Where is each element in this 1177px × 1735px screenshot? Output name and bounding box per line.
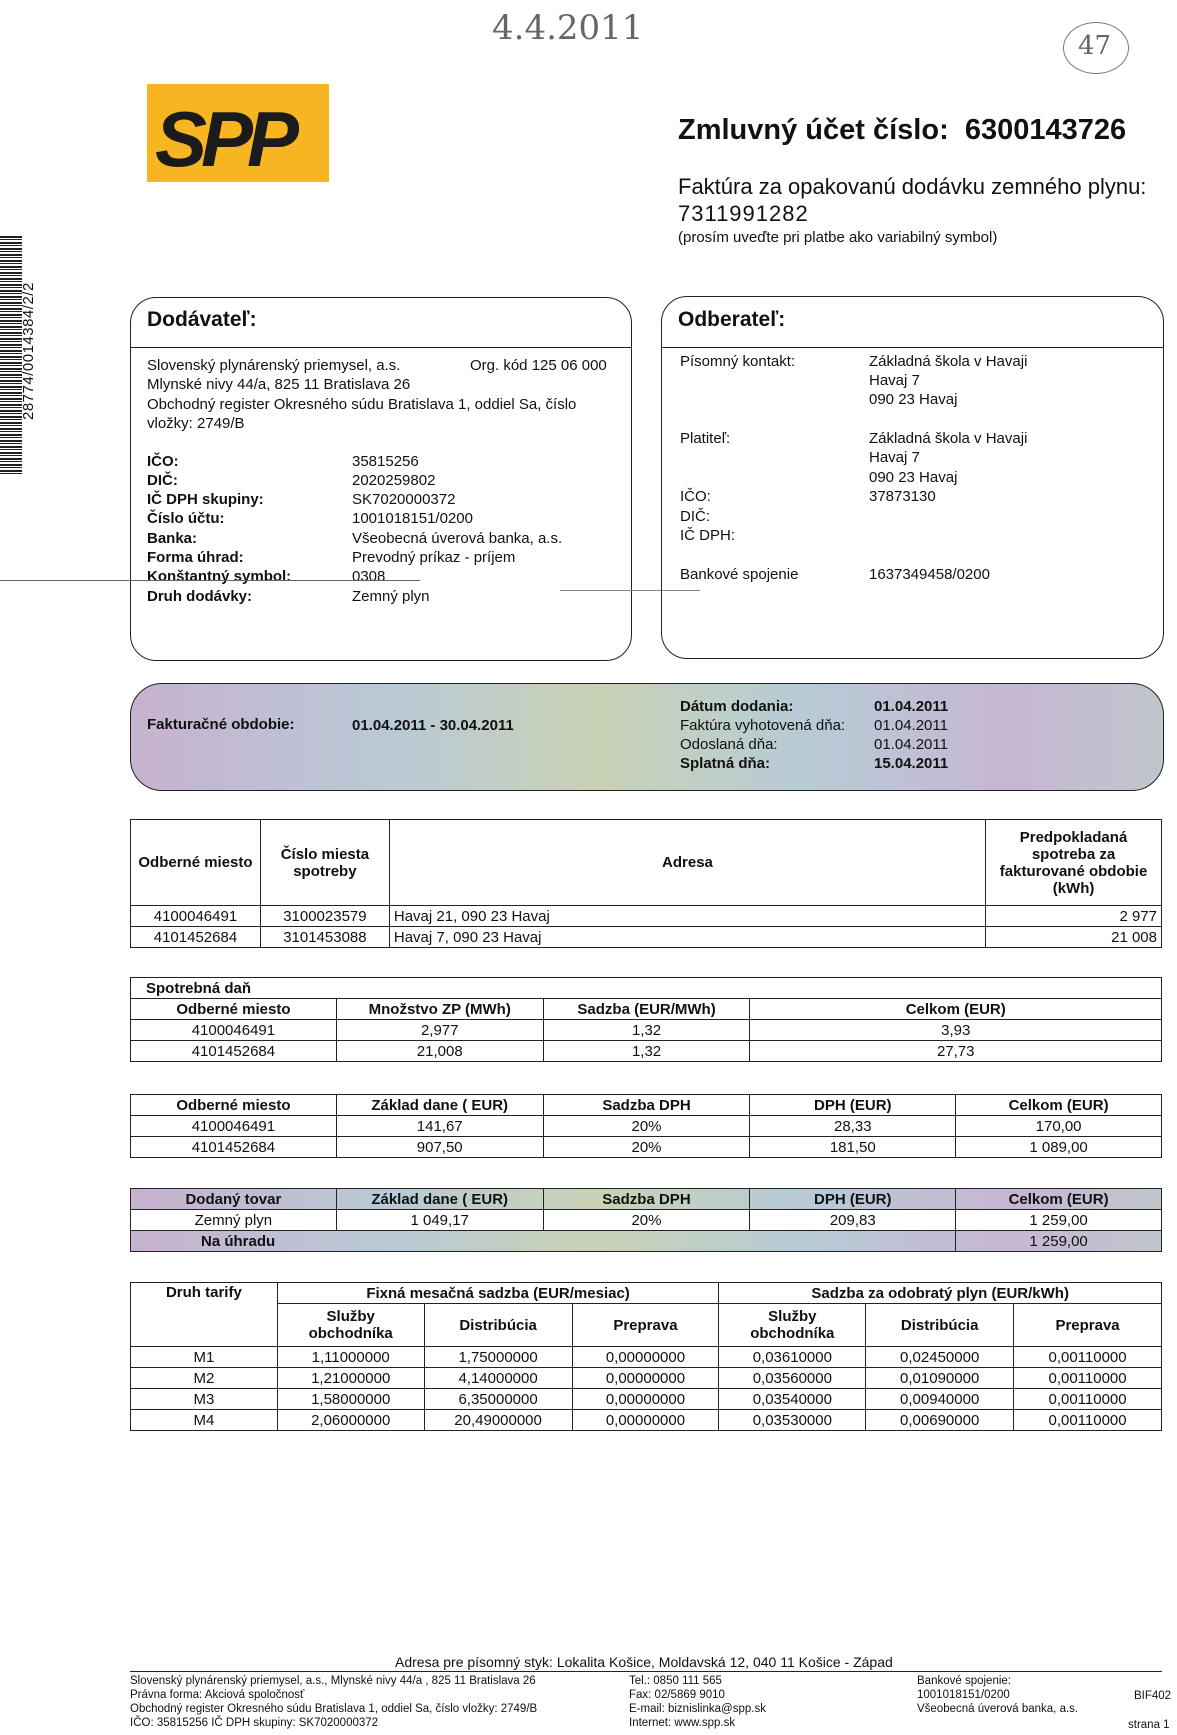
table-row <box>131 1347 1162 1368</box>
cell: 0,00940000 <box>866 1389 1014 1410</box>
cell: 3101453088 <box>260 927 389 948</box>
col-trader-services <box>277 1304 424 1347</box>
cell: 0,03540000 <box>719 1389 866 1410</box>
payer-city: 090 23 Havaj <box>869 469 958 486</box>
cell: Zemný plyn <box>131 1210 337 1231</box>
footer-phone: Tel.: 0850 111 565 <box>629 1675 722 1687</box>
cell: 4100046491 <box>131 1116 337 1137</box>
cell: 0,00000000 <box>572 1410 719 1431</box>
page-label: strana 1 <box>1128 1719 1170 1731</box>
col-tax-base: Základ dane ( EUR) <box>336 1095 543 1116</box>
supplier-name: Slovenský plynárenský priemysel, a.s. <box>147 357 401 374</box>
footer-line: 1001018151/0200 <box>917 1689 1010 1701</box>
footer-contacts <box>629 1674 766 1730</box>
cell: 170,00 <box>956 1116 1162 1137</box>
table-row <box>131 906 1162 927</box>
cell: 1 049,17 <box>336 1210 543 1231</box>
billing-period-band <box>130 683 1164 791</box>
due-date: 15.04.2011 <box>874 755 949 772</box>
supplier-account: 1001018151/0200 <box>352 510 473 527</box>
excise-tax-table <box>130 977 1162 1062</box>
invoice-label: Faktúra za opakovanú dodávku zemného plynu: <box>678 174 1147 199</box>
sent-date: 01.04.2011 <box>874 736 948 753</box>
supplier-dic-label: DIČ: <box>147 472 178 489</box>
col-distribution: Distribúcia <box>866 1304 1014 1347</box>
cell: 1,32 <box>543 1041 750 1062</box>
cell: M2 <box>131 1368 278 1389</box>
supplier-org-code: Org. kód 125 06 000 <box>470 357 607 374</box>
footer-company <box>130 1674 537 1730</box>
cell: 0,02450000 <box>866 1347 1014 1368</box>
col-total: Celkom (EUR) <box>956 1095 1162 1116</box>
sent-date-label: Odoslaná dňa: <box>680 736 778 753</box>
cell: 0,03560000 <box>719 1368 866 1389</box>
cell: 1,32 <box>543 1020 750 1041</box>
col-quantity: Množstvo ZP (MWh) <box>336 999 543 1020</box>
supplier-bank: Všeobecná úverová banka, a.s. <box>352 530 563 547</box>
footer-rule <box>130 1671 1162 1672</box>
handwritten-date: 4.4.2011 <box>492 8 644 48</box>
invoice-number: 7311991282 <box>678 201 809 226</box>
cell: 20,49000000 <box>424 1410 572 1431</box>
cell: 1,21000000 <box>277 1368 424 1389</box>
supplier-icdph-label: IČ DPH skupiny: <box>147 491 264 508</box>
customer-title: Odberateľ: <box>678 308 786 331</box>
supplier-ico: 35815256 <box>352 453 419 470</box>
footer-website[interactable]: Internet: www.spp.sk <box>629 1717 736 1729</box>
col-distribution: Distribúcia <box>424 1304 572 1347</box>
table-row <box>131 1137 1162 1158</box>
period-label: Fakturačné obdobie: <box>147 716 295 733</box>
col-total: Celkom (EUR) <box>750 999 1162 1020</box>
cell: 209,83 <box>750 1210 956 1231</box>
col-expected-consumption: Predpokladaná spotreba za fakturované obdobie (kWh) <box>986 820 1162 906</box>
table-row <box>131 1210 1162 1231</box>
cell: 1 259,00 <box>956 1210 1162 1231</box>
cell: 4101452684 <box>131 1041 337 1062</box>
col-address: Adresa <box>389 820 985 906</box>
footer-fax: Fax: 02/5869 9010 <box>629 1689 725 1701</box>
footer-postal-address: Adresa pre písomný styk: Lokalita Košice, Moldavská 12, 040 11 Košice - Západ <box>395 1654 893 1670</box>
col-delivery-point: Odberné miesto <box>131 1095 337 1116</box>
contact-name: Základná škola v Havaji <box>869 353 1028 370</box>
cell: 141,67 <box>336 1116 543 1137</box>
col-delivery-point: Odberné miesto <box>131 820 261 906</box>
table-row <box>131 1368 1162 1389</box>
spp-logo <box>147 84 329 182</box>
col-trader-services <box>719 1304 866 1347</box>
cell: 3100023579 <box>260 906 389 927</box>
cell: 0,01090000 <box>866 1368 1014 1389</box>
cell: 4100046491 <box>131 1020 337 1041</box>
cell: 0,00110000 <box>1014 1368 1162 1389</box>
period-value: 01.04.2011 - 30.04.2011 <box>352 717 514 734</box>
col-transport: Preprava <box>1014 1304 1162 1347</box>
table-row <box>131 1116 1162 1137</box>
cell: 20% <box>543 1137 750 1158</box>
summary-table <box>130 1188 1162 1252</box>
tariff-table <box>130 1282 1162 1431</box>
group-consumption-rate: Sadzba za odobratý plyn (EUR/kWh) <box>719 1283 1162 1304</box>
cell: 28,33 <box>750 1116 956 1137</box>
supplier-bank-label: Banka: <box>147 530 198 547</box>
cell: 0,00000000 <box>572 1389 719 1410</box>
supplier-icdph: SK7020000372 <box>352 491 456 508</box>
table-row <box>131 1020 1162 1041</box>
cell: 4,14000000 <box>424 1368 572 1389</box>
supplier-ico-label: IČO: <box>147 453 179 470</box>
delivery-date: 01.04.2011 <box>874 698 949 715</box>
account-label: Zmluvný účet číslo: <box>678 114 949 146</box>
cell: 4101452684 <box>131 1137 337 1158</box>
cell: Havaj 7, 090 23 Havaj <box>389 927 985 948</box>
cell: 0,03530000 <box>719 1410 866 1431</box>
contact-label: Písomný kontakt: <box>680 353 796 370</box>
customer-icdph-label: IČ DPH: <box>680 527 736 544</box>
fold-line <box>0 580 420 581</box>
col-tax-base: Základ dane ( EUR) <box>336 1189 543 1210</box>
supplier-register-2: vložky: 2749/B <box>147 415 245 432</box>
header-line: obchodníka <box>750 1325 835 1342</box>
col-delivery-point: Odberné miesto <box>131 999 337 1020</box>
cell: 0,00690000 <box>866 1410 1014 1431</box>
footer-email[interactable]: E-mail: biznislinka@spp.sk <box>629 1703 766 1715</box>
cell: Havaj 21, 090 23 Havaj <box>389 906 985 927</box>
col-total: Celkom (EUR) <box>956 1189 1162 1210</box>
col-vat-rate: Sadzba DPH <box>543 1095 750 1116</box>
vat-table <box>130 1094 1162 1158</box>
header-line: Služby <box>326 1308 375 1325</box>
supplier-const-symbol-label: Konštantný symbol: <box>147 568 292 585</box>
table-row <box>131 1041 1162 1062</box>
table-row <box>131 1389 1162 1410</box>
side-barcode <box>0 236 22 476</box>
supplier-const-symbol: 0308 <box>352 568 386 585</box>
amount-due-label: Na úhradu <box>131 1231 956 1252</box>
issued-date: 01.04.2011 <box>874 717 948 734</box>
cell: 1,75000000 <box>424 1347 572 1368</box>
supplier-payment-form: Prevodný príkaz - príjem <box>352 549 516 566</box>
form-code: BIF402 <box>1134 1690 1172 1702</box>
cell: 21,008 <box>336 1041 543 1062</box>
cell: 4101452684 <box>131 927 261 948</box>
group-fixed-rate: Fixná mesačná sadzba (EUR/mesiac) <box>277 1283 719 1304</box>
col-tariff: Druh tarify <box>131 1283 278 1347</box>
account-number: 6300143726 <box>964 114 1127 146</box>
supplier-address: Mlynské nivy 44/a, 825 11 Bratislava 26 <box>147 376 411 393</box>
cell: 4100046491 <box>131 906 261 927</box>
logo-text: SPP <box>155 95 294 183</box>
cell: 907,50 <box>336 1137 543 1158</box>
cell: 1 089,00 <box>956 1137 1162 1158</box>
side-code: 28774/0014384/2/2 <box>20 282 37 420</box>
supplier-delivery-type: Zemný plyn <box>352 588 430 605</box>
handwritten-page-number: 47 <box>1078 31 1112 61</box>
cell: 27,73 <box>750 1041 1162 1062</box>
cell: 2,06000000 <box>277 1410 424 1431</box>
cell: 2 977 <box>986 906 1162 927</box>
col-vat: DPH (EUR) <box>750 1095 956 1116</box>
cell: 0,00000000 <box>572 1368 719 1389</box>
page-number-circle <box>1063 22 1129 74</box>
cell: 0,00110000 <box>1014 1389 1162 1410</box>
invoice-note: (prosím uveďte pri platbe ako variabilný symbol) <box>678 229 998 246</box>
account-heading <box>678 114 1126 147</box>
supplier-dic: 2020259802 <box>352 472 436 489</box>
col-rate: Sadzba (EUR/MWh) <box>543 999 750 1020</box>
table-row <box>131 1410 1162 1431</box>
customer-bank-label: Bankové spojenie <box>680 566 799 583</box>
issued-date-label: Faktúra vyhotovená dňa: <box>680 717 846 734</box>
customer-ico: 37873130 <box>869 488 936 505</box>
cell: 1,11000000 <box>277 1347 424 1368</box>
supplier-payment-form-label: Forma úhrad: <box>147 549 244 566</box>
col-vat-rate: Sadzba DPH <box>543 1189 750 1210</box>
footer-line: Bankové spojenie: <box>917 1675 1011 1687</box>
cell: 0,03610000 <box>719 1347 866 1368</box>
footer-line: IČO: 35815256 IČ DPH skupiny: SK7020000372 <box>130 1717 379 1729</box>
cell: M4 <box>131 1410 278 1431</box>
payment-row <box>131 1231 1162 1252</box>
cell: 2,977 <box>336 1020 543 1041</box>
delivery-date-label: Dátum dodania: <box>680 698 794 715</box>
customer-ico-label: IČO: <box>680 488 711 505</box>
customer-dic-label: DIČ: <box>680 508 710 525</box>
payer-name: Základná škola v Havaji <box>869 430 1028 447</box>
amount-due: 1 259,00 <box>956 1231 1162 1252</box>
contact-city: 090 23 Havaj <box>869 391 958 408</box>
cell: 20% <box>543 1210 750 1231</box>
payer-street: Havaj 7 <box>869 449 920 466</box>
supplier-title: Dodávateľ: <box>147 308 257 331</box>
col-consumption-point-no: Číslo miesta spotreby <box>260 820 389 906</box>
col-vat: DPH (EUR) <box>750 1189 956 1210</box>
cell: 0,00110000 <box>1014 1410 1162 1431</box>
footer-bank <box>917 1674 1078 1716</box>
cell: M3 <box>131 1389 278 1410</box>
header-line: obchodníka <box>308 1325 393 1342</box>
col-goods: Dodaný tovar <box>131 1189 337 1210</box>
footer-line: Všeobecná úverová banka, a.s. <box>917 1703 1079 1715</box>
cell: M1 <box>131 1347 278 1368</box>
customer-divider <box>662 347 1163 348</box>
excise-title: Spotrebná daň <box>131 978 1162 999</box>
footer-line: Slovenský plynárenský priemysel, a.s., Mlynské nivy 44/a , 825 11 Bratislava 26 <box>130 1675 536 1687</box>
footer-line: Obchodný register Okresného súdu Bratislava 1, oddiel Sa, číslo vložky: 2749/B <box>130 1703 538 1715</box>
customer-bank: 1637349458/0200 <box>869 566 990 583</box>
payer-label: Platiteľ: <box>680 430 731 447</box>
header-line: Služby <box>768 1308 817 1325</box>
supplier-delivery-type-label: Druh dodávky: <box>147 588 253 605</box>
cell: 6,35000000 <box>424 1389 572 1410</box>
consumption-table <box>130 819 1162 948</box>
cell: 0,00110000 <box>1014 1347 1162 1368</box>
cell: 1,58000000 <box>277 1389 424 1410</box>
supplier-account-label: Číslo účtu: <box>147 510 225 527</box>
cell: 181,50 <box>750 1137 956 1158</box>
cell: 21 008 <box>986 927 1162 948</box>
col-transport: Preprava <box>572 1304 719 1347</box>
due-date-label: Splatná dňa: <box>680 755 771 772</box>
footer-line: Právna forma: Akciová spoločnosť <box>130 1689 305 1701</box>
supplier-register-1: Obchodný register Okresného súdu Bratislava 1, oddiel Sa, číslo <box>147 396 577 413</box>
cell: 3,93 <box>750 1020 1162 1041</box>
cell: 0,00000000 <box>572 1347 719 1368</box>
contact-street: Havaj 7 <box>869 372 920 389</box>
supplier-divider <box>131 347 631 348</box>
cell: 20% <box>543 1116 750 1137</box>
table-row <box>131 927 1162 948</box>
